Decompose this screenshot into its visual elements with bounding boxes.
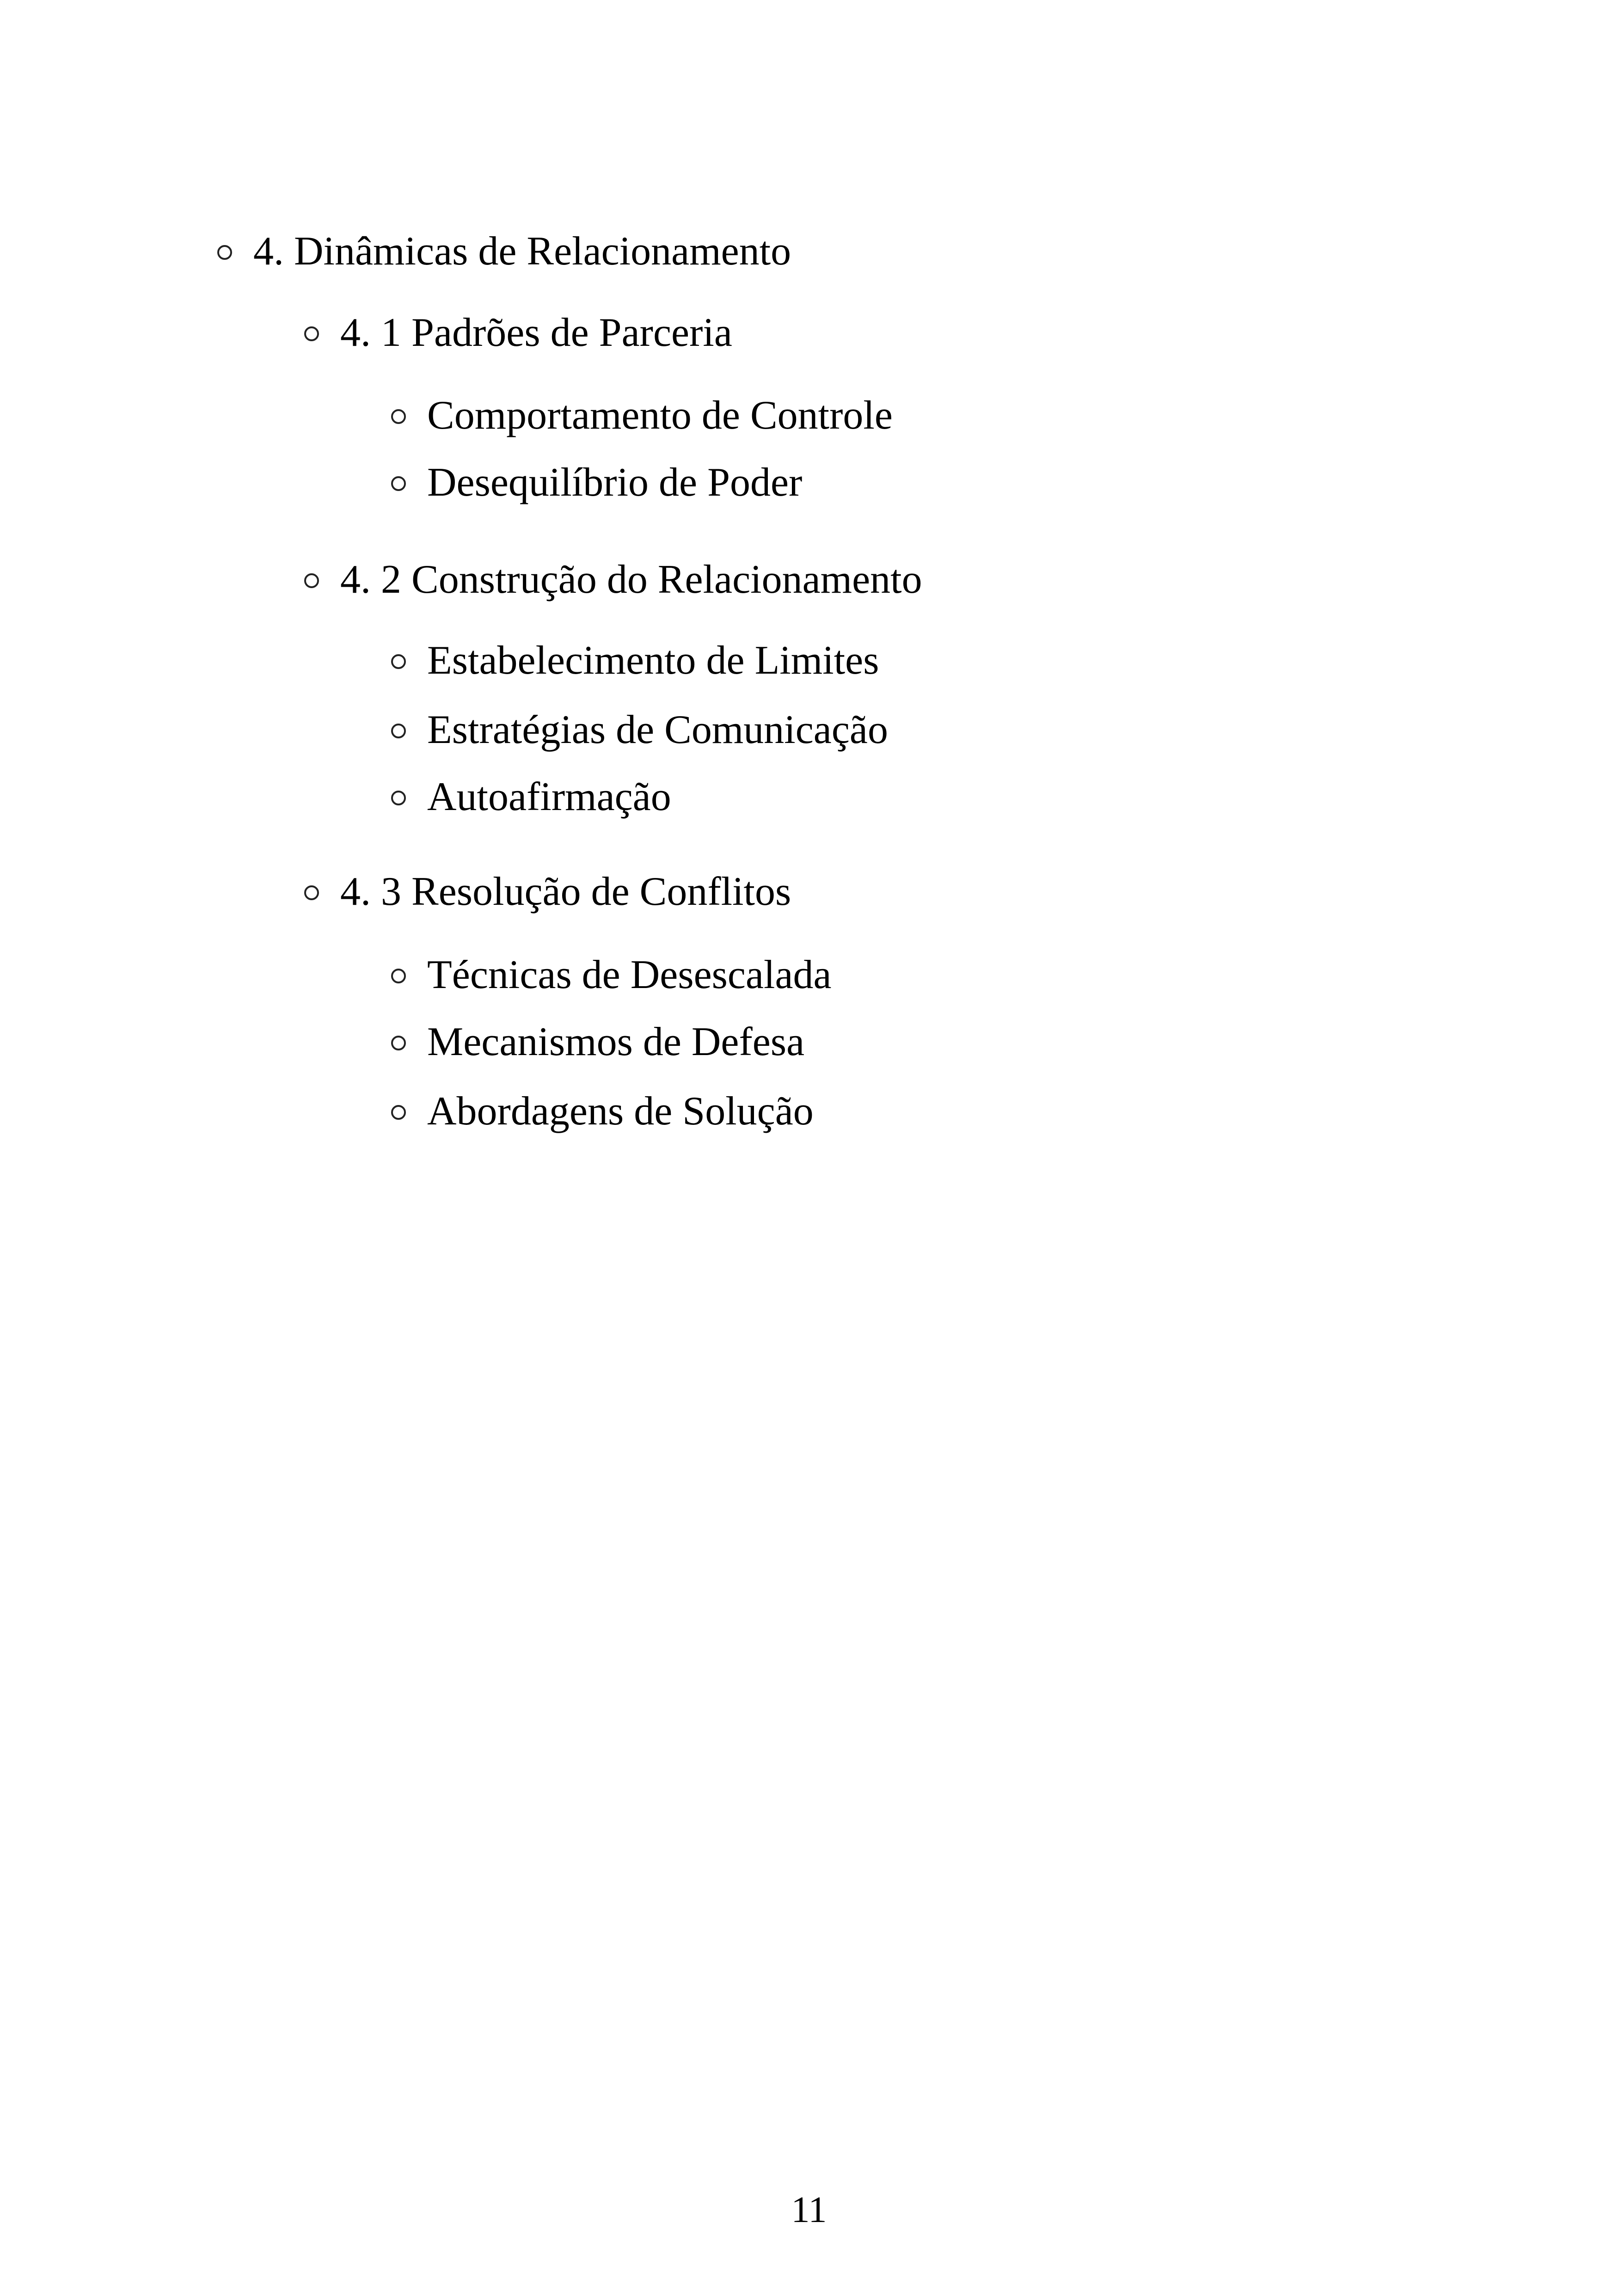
bullet-icon — [304, 326, 319, 341]
bullet-icon — [391, 476, 406, 491]
subsection-label: 4. 1 Padrões de Parceria — [340, 310, 732, 355]
item-label: Estratégias de Comunicação — [427, 707, 888, 752]
bullet-icon — [304, 885, 319, 900]
item-label: Abordagens de Solução — [427, 1089, 814, 1134]
item-label: Autoafirmação — [427, 774, 671, 819]
bullet-icon — [304, 573, 319, 588]
item-label: Técnicas de Desescalada — [427, 952, 832, 997]
bullet-icon — [391, 791, 406, 805]
section-label: 4. Dinâmicas de Relacionamento — [253, 229, 791, 274]
bullet-icon — [391, 969, 406, 983]
outline-item — [391, 952, 832, 997]
item-label: Desequilíbrio de Poder — [427, 460, 803, 505]
outline-subsection-4-3 — [304, 869, 791, 914]
bullet-icon — [391, 409, 406, 424]
page-number: 11 — [791, 2190, 827, 2230]
item-label: Mecanismos de Defesa — [427, 1019, 805, 1064]
outline-item — [391, 1091, 814, 1132]
item-label: Estabelecimento de Limites — [427, 638, 879, 683]
bullet-icon — [391, 1105, 406, 1120]
subsection-label: 4. 2 Construção do Relacionamento — [340, 557, 922, 602]
outline-item — [391, 640, 879, 681]
bullet-icon — [391, 724, 406, 738]
outline-subsection-4-1 — [304, 310, 732, 355]
outline-section-4 — [217, 231, 791, 272]
outline-item — [391, 774, 671, 819]
item-label: Comportamento de Controle — [427, 393, 893, 438]
outline-item — [391, 462, 802, 503]
subsection-label: 4. 3 Resolução de Conflitos — [340, 869, 791, 914]
outline-subsection-4-2 — [304, 559, 922, 600]
outline-item — [391, 395, 893, 436]
bullet-icon — [391, 654, 406, 669]
outline-item — [391, 707, 888, 752]
bullet-icon — [217, 245, 232, 260]
outline-item — [391, 1019, 805, 1064]
bullet-icon — [391, 1036, 406, 1050]
